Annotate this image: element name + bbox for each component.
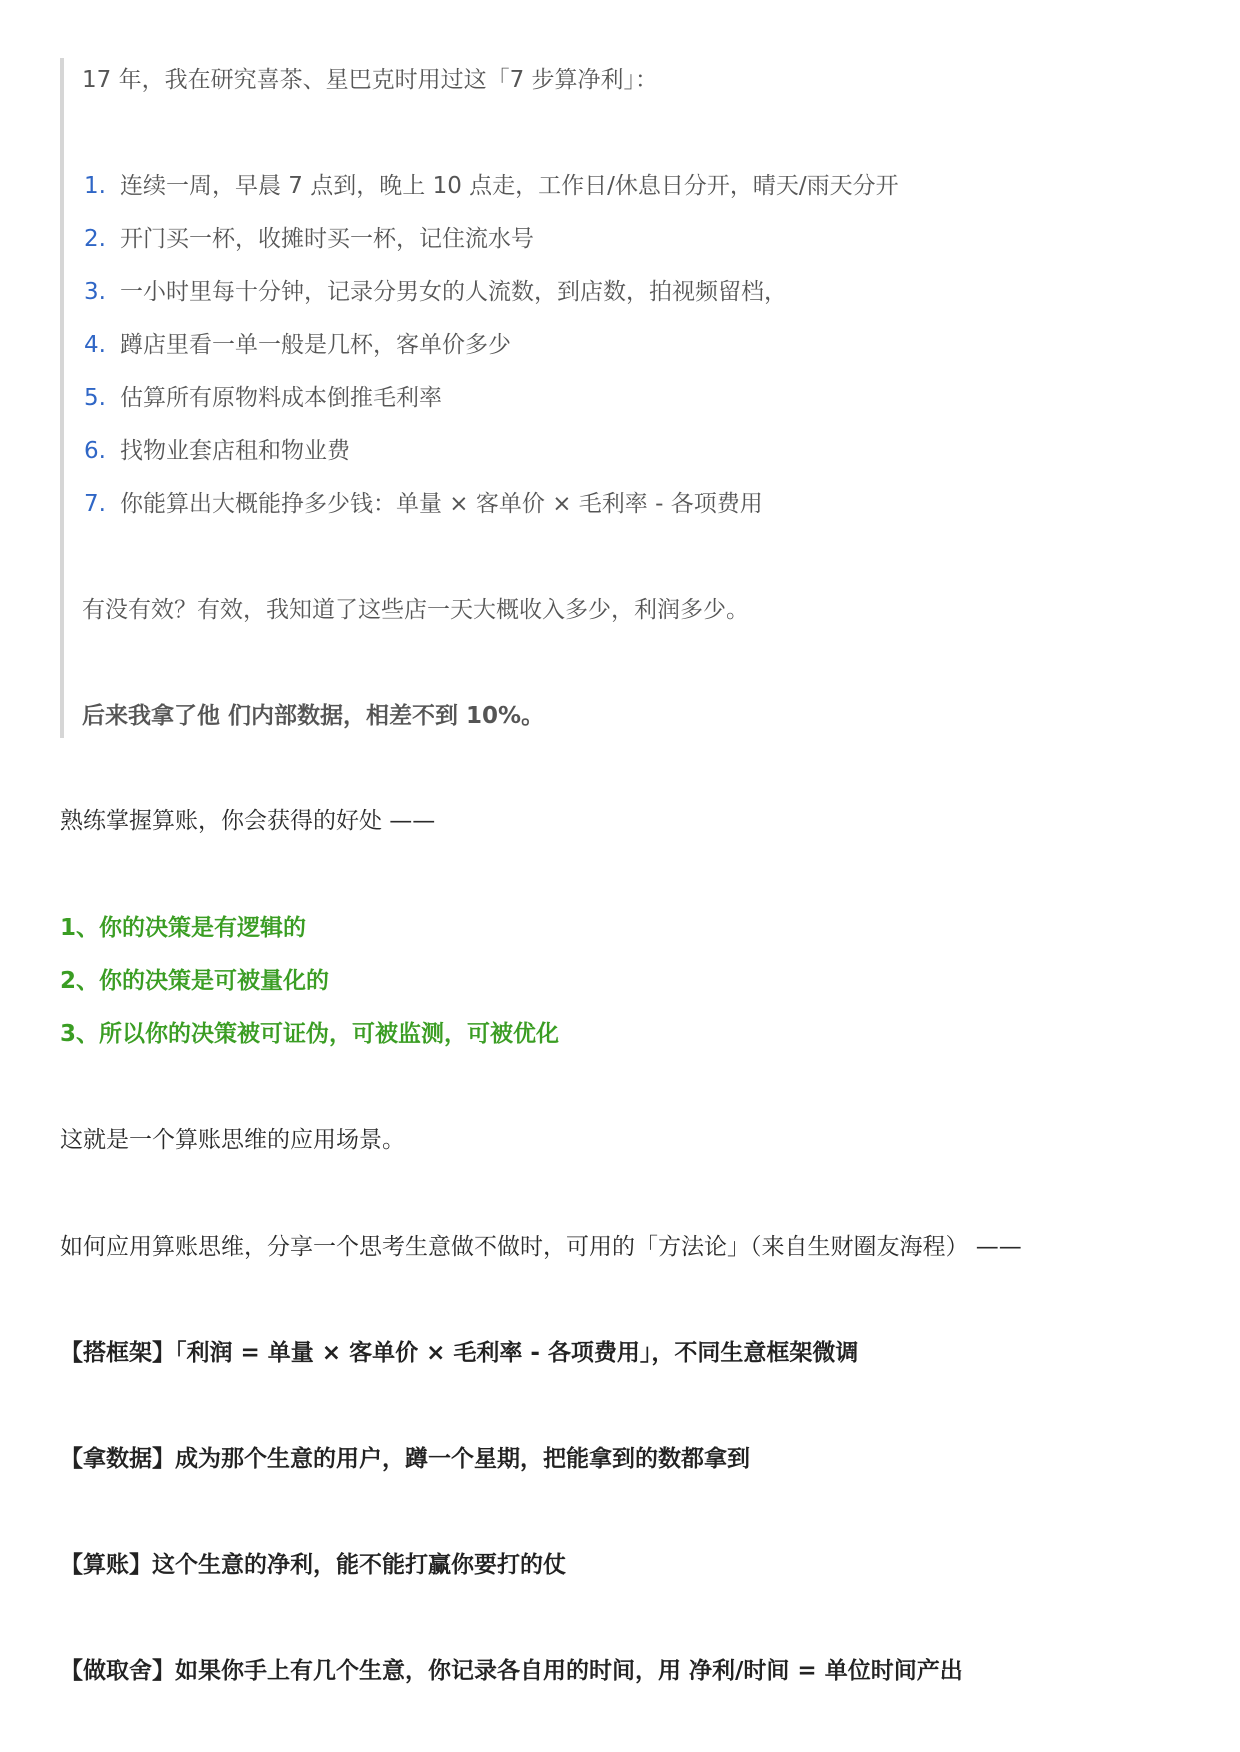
method-item: 【搭框架】「利润 = 单量 × 客单价 × 毛利率 - 各项费用」，不同生意框架微调 <box>60 1340 859 1366</box>
step-number: 4. <box>84 332 106 358</box>
step-number: 5. <box>84 385 106 411</box>
step-text: 开门买一杯，收摊时买一杯，记住流水号 <box>120 226 534 252</box>
step-item <box>84 435 350 467</box>
step-number: 6. <box>84 438 106 464</box>
step-text: 蹲店里看一单一般是几杯，客单价多少 <box>120 332 511 358</box>
step-number: 1. <box>84 173 106 199</box>
step-text: 连续一周，早晨 7 点到，晚上 10 点走，工作日/休息日分开，晴天/雨天分开 <box>120 173 899 199</box>
step-item <box>84 488 763 520</box>
step-item <box>84 276 787 308</box>
step-text: 一小时里每十分钟，记录分男女的人流数，到店数，拍视频留档， <box>120 279 787 305</box>
quote-effect: 有没有效？有效，我知道了这些店一天大概收入多少，利润多少。 <box>82 597 749 623</box>
quote-intro: 17 年，我在研究喜茶、星巴克时用过这「7 步算净利」： <box>82 67 659 93</box>
method-item: 【拿数据】成为那个生意的用户，蹲一个星期，把能拿到的数都拿到 <box>60 1446 750 1472</box>
step-number: 7. <box>84 491 106 517</box>
step-number: 2. <box>84 226 106 252</box>
benefit-item: 1、你的决策是有逻辑的 <box>60 915 307 941</box>
step-item <box>84 382 442 414</box>
step-number: 3. <box>84 279 106 305</box>
step-text: 估算所有原物料成本倒推毛利率 <box>120 385 442 411</box>
quote-result: 后来我拿了他 们内部数据，相差不到 10%。 <box>82 703 545 729</box>
step-item <box>84 329 511 361</box>
method-intro: 如何应用算账思维，分享一个思考生意做不做时，可用的「方法论」（来自生财圈友海程） —— <box>60 1234 1022 1260</box>
benefit-item: 3、所以你的决策被可证伪，可被监测，可被优化 <box>60 1021 560 1047</box>
benefit-item: 2、你的决策是可被量化的 <box>60 968 330 994</box>
step-text: 你能算出大概能挣多少钱：单量 × 客单价 × 毛利率 - 各项费用 <box>120 491 763 517</box>
step-text: 找物业套店租和物业费 <box>120 438 350 464</box>
method-item: 【算账】这个生意的净利，能不能打赢你要打的仗 <box>60 1552 566 1578</box>
scenario-text: 这就是一个算账思维的应用场景。 <box>60 1127 405 1153</box>
blockquote <box>60 58 1164 738</box>
benefits-intro: 熟练掌握算账，你会获得的好处 —— <box>60 808 436 834</box>
step-item <box>84 170 899 202</box>
method-item: 【做取舍】如果你手上有几个生意，你记录各自用的时间，用 净利/时间 = 单位时间产出 <box>60 1658 963 1684</box>
step-item <box>84 223 534 255</box>
